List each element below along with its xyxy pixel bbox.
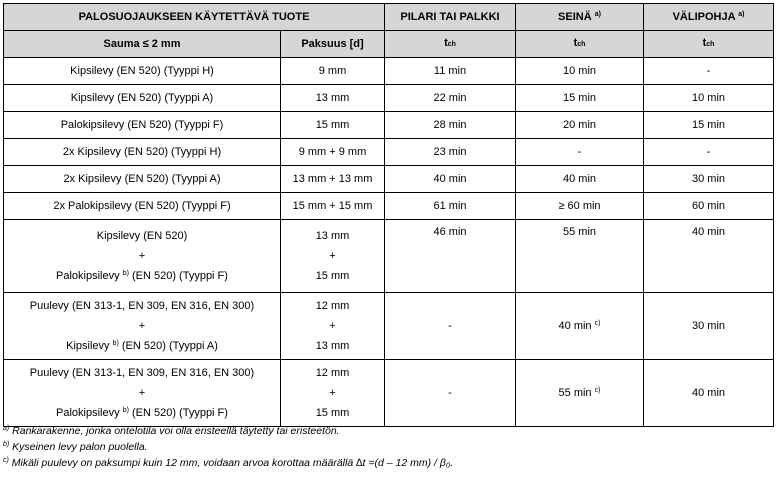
header-floor-label: VÄLIPOHJA — [672, 10, 736, 23]
cell-floor: 40 min — [644, 220, 774, 293]
cell-product: Kipsilevy (EN 520) (Tyyppi H) — [4, 58, 281, 85]
cell-floor: - — [644, 139, 774, 166]
subheader-thickness: Paksuus [d] — [281, 31, 385, 58]
cell-floor: 30 min — [644, 166, 774, 193]
cell-floor: - — [644, 58, 774, 85]
fire-protection-table — [3, 3, 774, 427]
table-row — [4, 220, 774, 293]
table-row — [4, 166, 774, 193]
cell-thickness: 13 mm + 13 mm — [281, 166, 385, 193]
subheader-tch-column: tch — [385, 31, 516, 58]
header-floor-note: a) — [738, 10, 745, 18]
header-wall-label: SEINÄ — [558, 10, 592, 23]
cell-column: 11 min — [385, 58, 516, 85]
cell-product: 2x Palokipsilevy (EN 520) (Tyyppi F) — [4, 193, 281, 220]
cell-column: 23 min — [385, 139, 516, 166]
cell-wall: - — [516, 139, 644, 166]
footnotes — [3, 423, 773, 471]
footnote-c: $^{c)}$ Mikäli puulevy on paksumpi kuin 12 mm, voidaan arvoa korottaa määrällä ∆t =(d – 12 mm) / β₀. — [3, 457, 454, 469]
cell-thickness: 13 mm — [281, 85, 385, 112]
cell-floor: 30 min — [644, 293, 774, 360]
header-floor — [644, 4, 774, 31]
cell-product: Puulevy (EN 313-1, EN 309, EN 316, EN 300) + Palokipsilevy $^{b)}$ (EN 520) (Tyyppi F) — [4, 360, 281, 427]
cell-wall: 10 min — [516, 58, 644, 85]
cell-floor: 40 min — [644, 360, 774, 427]
cell-floor: 60 min — [644, 193, 774, 220]
subheader-tch-floor: tch — [644, 31, 774, 58]
table-row — [4, 139, 774, 166]
cell-column: 22 min — [385, 85, 516, 112]
cell-wall: 55 min $^{c)}$ — [516, 360, 644, 427]
cell-column: 61 min — [385, 193, 516, 220]
cell-thickness: 9 mm — [281, 58, 385, 85]
cell-thickness: 13 mm + 15 mm — [281, 220, 385, 293]
cell-thickness: 15 mm + 15 mm — [281, 193, 385, 220]
header-wall-note: a) — [594, 10, 601, 18]
cell-product: 2x Kipsilevy (EN 520) (Tyyppi H) — [4, 139, 281, 166]
header-product: PALOSUOJAUKSEEN KÄYTETTÄVÄ TUOTE — [4, 4, 385, 31]
cell-thickness: 12 mm + 13 mm — [281, 293, 385, 360]
cell-column: - — [385, 293, 516, 360]
cell-floor: 15 min — [644, 112, 774, 139]
cell-wall: 20 min — [516, 112, 644, 139]
table-row — [4, 193, 774, 220]
subheader-seam: Sauma ≤ 2 mm — [4, 31, 281, 58]
cell-product: Kipsilevy (EN 520) (Tyyppi A) — [4, 85, 281, 112]
footnote-b: $^{b)}$ Kyseinen levy palon puolella. — [3, 441, 148, 453]
cell-product: Kipsilevy (EN 520) + Palokipsilevy $^{b)}$ (EN 520) (Tyyppi F) — [4, 220, 281, 293]
cell-wall: 40 min $^{c)}$ — [516, 293, 644, 360]
header-column-or-beam: PILARI TAI PALKKI — [385, 4, 516, 31]
cell-thickness: 9 mm + 9 mm — [281, 139, 385, 166]
cell-product: 2x Kipsilevy (EN 520) (Tyyppi A) — [4, 166, 281, 193]
subheader-tch-wall: tch — [516, 31, 644, 58]
cell-product: Puulevy (EN 313-1, EN 309, EN 316, EN 300) + Kipsilevy $^{b)}$ (EN 520) (Tyyppi A) — [4, 293, 281, 360]
table-row — [4, 112, 774, 139]
table-row — [4, 85, 774, 112]
cell-wall: 40 min — [516, 166, 644, 193]
cell-column: 40 min — [385, 166, 516, 193]
table-row — [4, 293, 774, 360]
header-wall — [516, 4, 644, 31]
cell-column: 28 min — [385, 112, 516, 139]
cell-column: 46 min — [385, 220, 516, 293]
cell-floor: 10 min — [644, 85, 774, 112]
footnote-a: $^{a)}$ Rankarakenne, jonka ontelotila voi olla eristeellä täytetty tai eristeetön. — [3, 425, 340, 437]
cell-wall: 15 min — [516, 85, 644, 112]
table-row — [4, 58, 774, 85]
table-row — [4, 360, 774, 427]
cell-column: - — [385, 360, 516, 427]
cell-product: Palokipsilevy (EN 520) (Tyyppi F) — [4, 112, 281, 139]
subheader-row — [4, 31, 774, 58]
cell-thickness: 15 mm — [281, 112, 385, 139]
cell-wall: ≥ 60 min — [516, 193, 644, 220]
header-row — [4, 4, 774, 31]
cell-wall: 55 min — [516, 220, 644, 293]
cell-thickness: 12 mm + 15 mm — [281, 360, 385, 427]
